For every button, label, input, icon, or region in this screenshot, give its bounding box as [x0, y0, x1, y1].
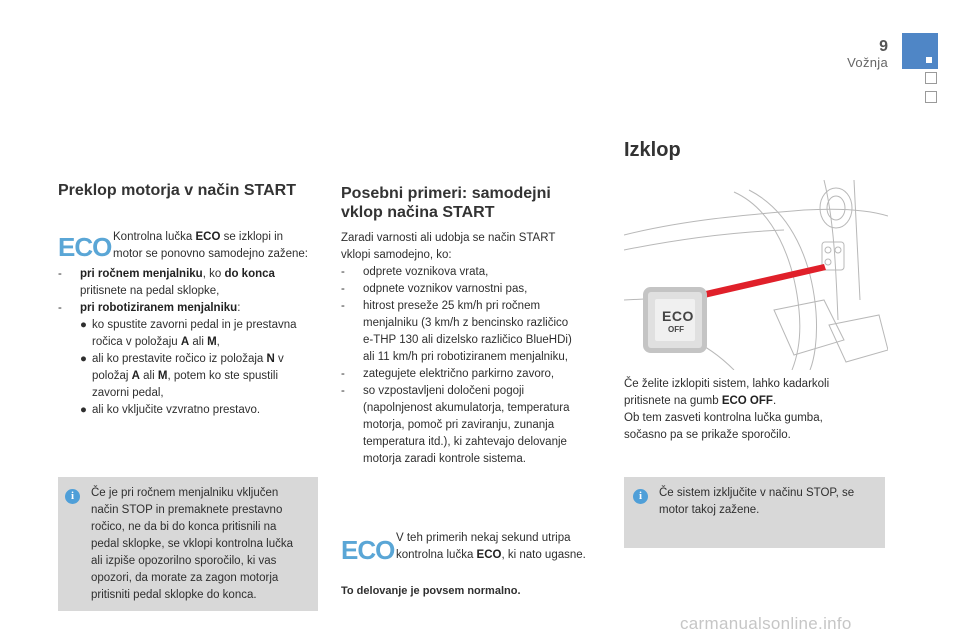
eco-indicator-icon: ECO: [58, 232, 112, 262]
list-item: - odprete voznikova vrata,: [341, 266, 489, 278]
list-item: - so vzpostavljeni določeni pogoji (napolnjenost akumulatorja, temperatura motorja, pomoč pri zaviranju, zunanja temperatura itd.), ki zahtevajo delovanje motorja zaradi kontrole sistema.: [341, 385, 570, 465]
info-line: pritisniti pedal sklopke do konca.: [91, 589, 257, 601]
list-item: - pri ročnem menjalniku, ko do konca pritisnete na pedal sklopke,: [58, 268, 275, 297]
middle-intro: Zaradi varnosti ali udobja se način START vklopi samodejno, ko:: [341, 232, 556, 261]
info-line: Če sistem izključite v načinu STOP, se: [659, 487, 855, 499]
page-number: 9: [879, 38, 888, 55]
info-icon: i: [65, 489, 80, 504]
info-line: ali izpiše opozorilno sporočilo, ki vas: [91, 555, 277, 567]
list-item: - pri robotiziranem menjalniku:: [58, 302, 241, 314]
chapter-tab-active: [902, 33, 938, 69]
left-intro: Kontrolna lučka ECO se izklopi in motor se ponovno samodejno zažene:: [113, 231, 308, 260]
eco-indicator-icon: ECO: [341, 535, 395, 565]
info-line: pedal sklopke, se vklopi kontrolna lučka: [91, 538, 294, 550]
eco-off-button-illustration: [648, 292, 702, 348]
list-item: - hitrost preseže 25 km/h pri ročnem menjalniku (3 km/h z bencinsko različico e-THP 130 ali dizelsko različico BlueHDi) ali 11 km/h pri robotiziranem menjalniku,: [341, 300, 572, 363]
section-name: Vožnja: [847, 55, 888, 70]
left-title: Preklop motorja v način START: [58, 182, 296, 199]
middle-title: Posebni primeri: samodejni vklop načina START: [341, 185, 551, 221]
info-line: ročico, ne da bi do konca pritisnili na: [91, 521, 277, 533]
chapter-tab-marker: [925, 91, 937, 103]
info-line: motor takoj zažene.: [659, 504, 760, 516]
middle-note: V teh primerih nekaj sekund utripa kontrolna lučka ECO, ki nato ugasne.: [396, 532, 586, 561]
middle-footer: To delovanje je povsem normalno.: [341, 585, 521, 597]
eco-off-button-label: ECO: [662, 308, 694, 324]
watermark: carmanualsonline.info: [680, 614, 852, 633]
left-info-box: [58, 477, 318, 611]
left-list: [58, 266, 328, 419]
info-line: Če je pri ročnem menjalniku vključen: [91, 487, 279, 499]
right-info-box: [624, 477, 885, 548]
sub-list-item: ● ali ko vključite vzvratno prestavo.: [80, 404, 261, 416]
list-item: - zategujete električno parkirno zavoro,: [341, 368, 555, 380]
chapter-tab-marker: [925, 72, 937, 84]
info-line: način STOP in premaknete prestavno: [91, 504, 283, 516]
info-line: opozori, da morate za zagon motorja: [91, 572, 279, 584]
right-title: Izklop: [624, 139, 681, 161]
eco-off-button-sublabel: OFF: [668, 325, 684, 334]
info-icon: i: [633, 489, 648, 504]
sub-list-item: ● ko spustite zavorni pedal in je prestavna ročica v položaju A ali M,: [80, 319, 297, 348]
list-item: - odpnete voznikov varnostni pas,: [341, 283, 528, 295]
sub-list-item: ● ali ko prestavite ročico iz položaja N v položaj A ali M, potem ko ste spustili zavorni pedal,: [80, 353, 284, 399]
right-description: Če želite izklopiti sistem, lahko kadarkoli pritisnete na gumb ECO OFF. Ob tem zasveti kontrolna lučka gumba, sočasno pa se prikaže sporočilo.: [624, 378, 830, 441]
middle-body: [341, 230, 603, 468]
